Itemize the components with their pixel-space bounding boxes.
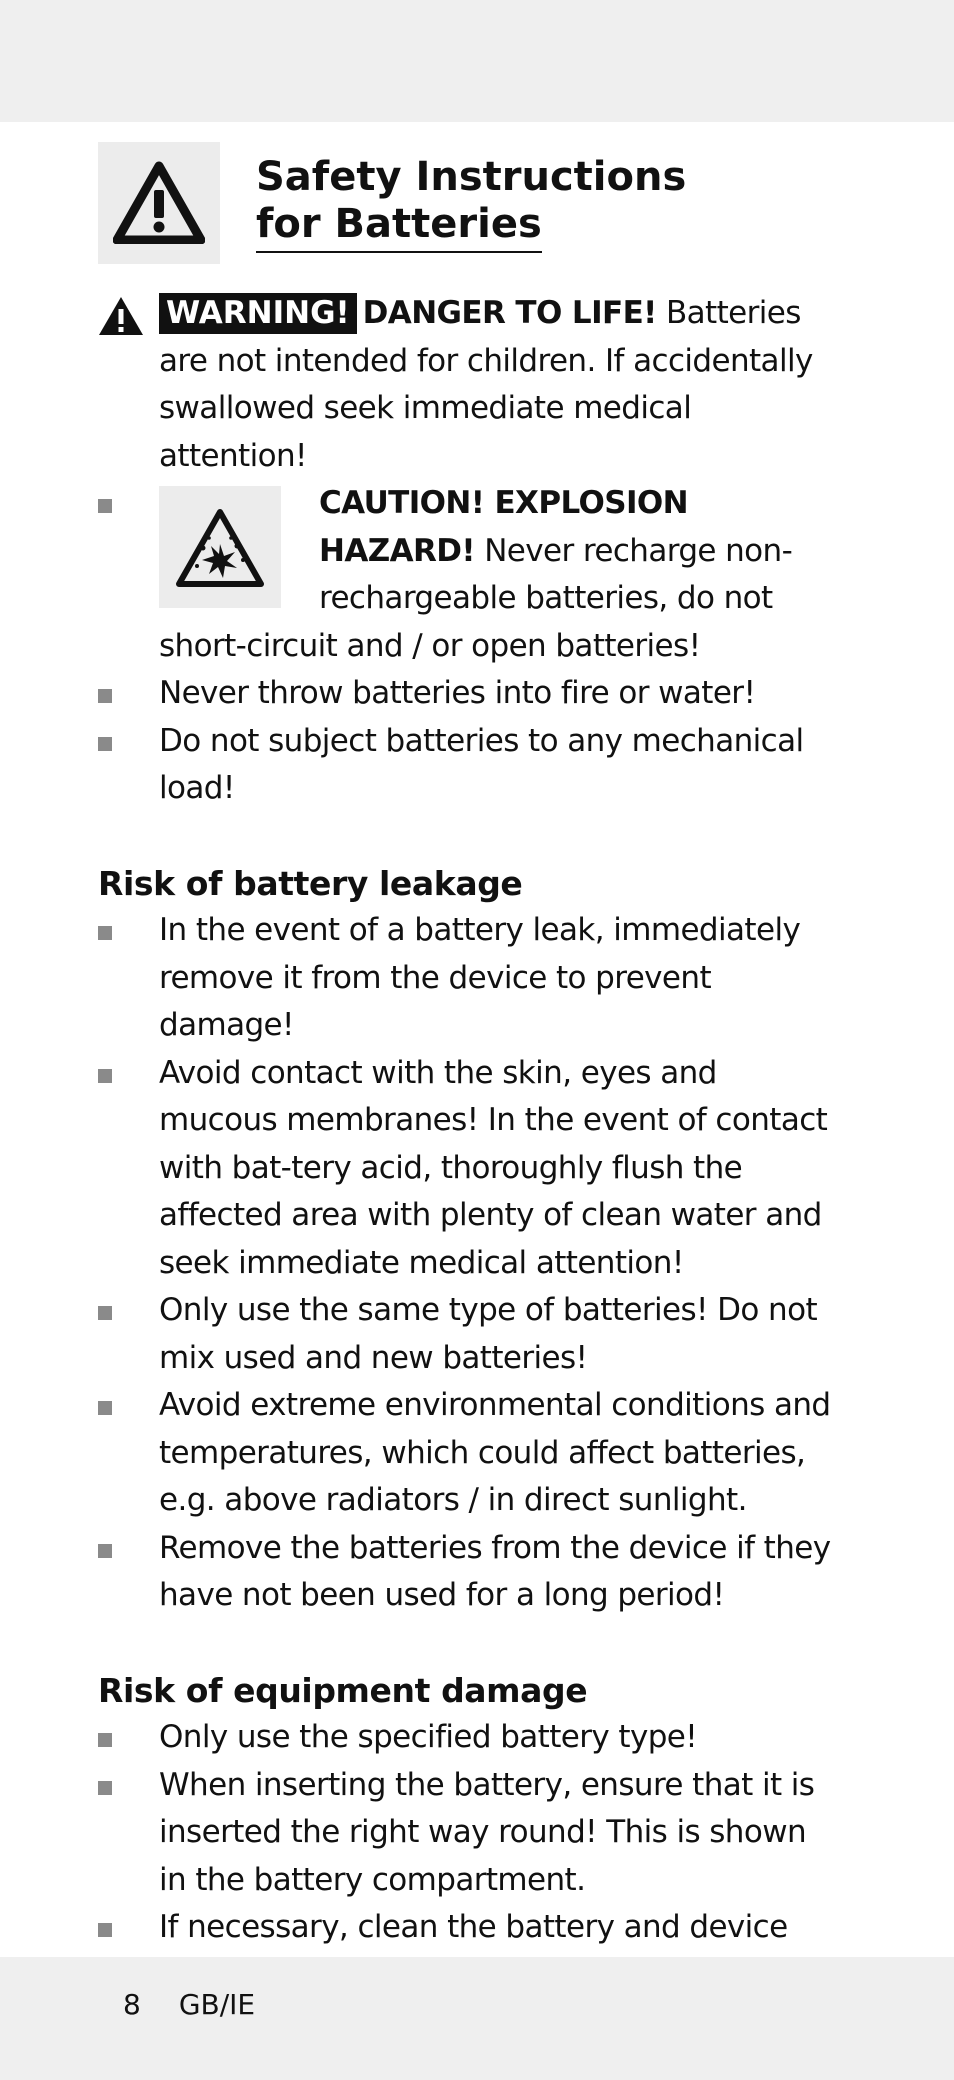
explosion-hazard-icon [173,500,267,594]
list-item-text: Only use the specified battery type! [159,1719,698,1755]
bullet-marker [98,1069,112,1083]
page-title [256,154,686,253]
general-safety-list [98,480,838,813]
list-item-text: Never throw batteries into fire or water! [159,675,756,711]
list-item-text: Only use the same type of batteries! Do not mix used and new batteries! [159,1292,818,1376]
list-item [98,907,838,1050]
caution-headline: CAUTION! EXPLOSION HAZARD! [319,485,689,569]
warning-triangle-icon [98,296,144,336]
caution-text: Never recharge non-rechargeable batteries, do not short-circuit and / or open batteries! [159,532,793,664]
bullet-marker [98,926,112,940]
list-item-text: Avoid contact with the skin, eyes and mucous membranes! In the event of contact with bat-tery acid, thoroughly flush the affected area with plenty of clean water and seek immediate medical attention! [159,1054,828,1281]
title-icon-box [98,142,220,264]
bullet-marker [98,1544,112,1558]
list-item [98,480,838,670]
list-item-text: When inserting the battery, ensure that it is inserted the right way round! This is shown in the battery compartment. [159,1766,815,1898]
warning-triangle-icon [113,160,205,244]
header-band [0,0,954,122]
list-item [98,1714,838,1762]
list-item [98,718,838,813]
bullet-marker [98,1733,112,1747]
title-line-1: Safety Instructions [256,154,687,200]
section-heading-equipment: Risk of equipment damage [98,1670,588,1710]
bullet-marker [98,1781,112,1795]
title-block [98,142,838,264]
warning-headline: DANGER TO LIFE! [362,295,657,331]
list-item [98,1525,838,1620]
bullet-marker [98,499,112,513]
bullet-marker [98,1401,112,1415]
caution-icon-box [159,486,281,608]
bullet-marker [98,1306,112,1320]
list-item [98,1382,838,1525]
list-item [98,1050,838,1288]
bullet-marker [98,689,112,703]
list-item-text: If necessary, clean the battery and device [159,1909,788,1945]
bullet-marker [98,737,112,751]
bullet-marker [98,1923,112,1937]
warning-text: Batteries are not intended for children. If accidentally swallowed seek immediate medical attention! [159,295,813,474]
list-item-text: Remove the batteries from the device if they have not been used for a long period! [159,1529,831,1613]
section-heading-leakage: Risk of battery leakage [98,863,523,903]
list-item [98,670,838,718]
warning-paragraph [98,290,838,480]
list-item-text: Avoid extreme environmental conditions and temperatures, which could affect batteries, e.g. above radiators / in direct sunlight. [159,1387,831,1518]
region-code: GB/IE [178,1988,256,2021]
page-number: 8 [123,1988,141,2021]
page-footer [123,1985,255,2025]
document-content [98,142,838,1999]
list-item-text: Do not subject batteries to any mechanical load! [159,722,804,806]
list-item [98,1287,838,1382]
list-item-text: In the event of a battery leak, immediately remove it from the device to prevent damage! [159,912,801,1043]
leakage-list [98,907,838,1620]
list-item [98,1762,838,1905]
warning-badge: WARNING! [159,293,357,334]
title-line-2: for Batteries [256,201,542,253]
